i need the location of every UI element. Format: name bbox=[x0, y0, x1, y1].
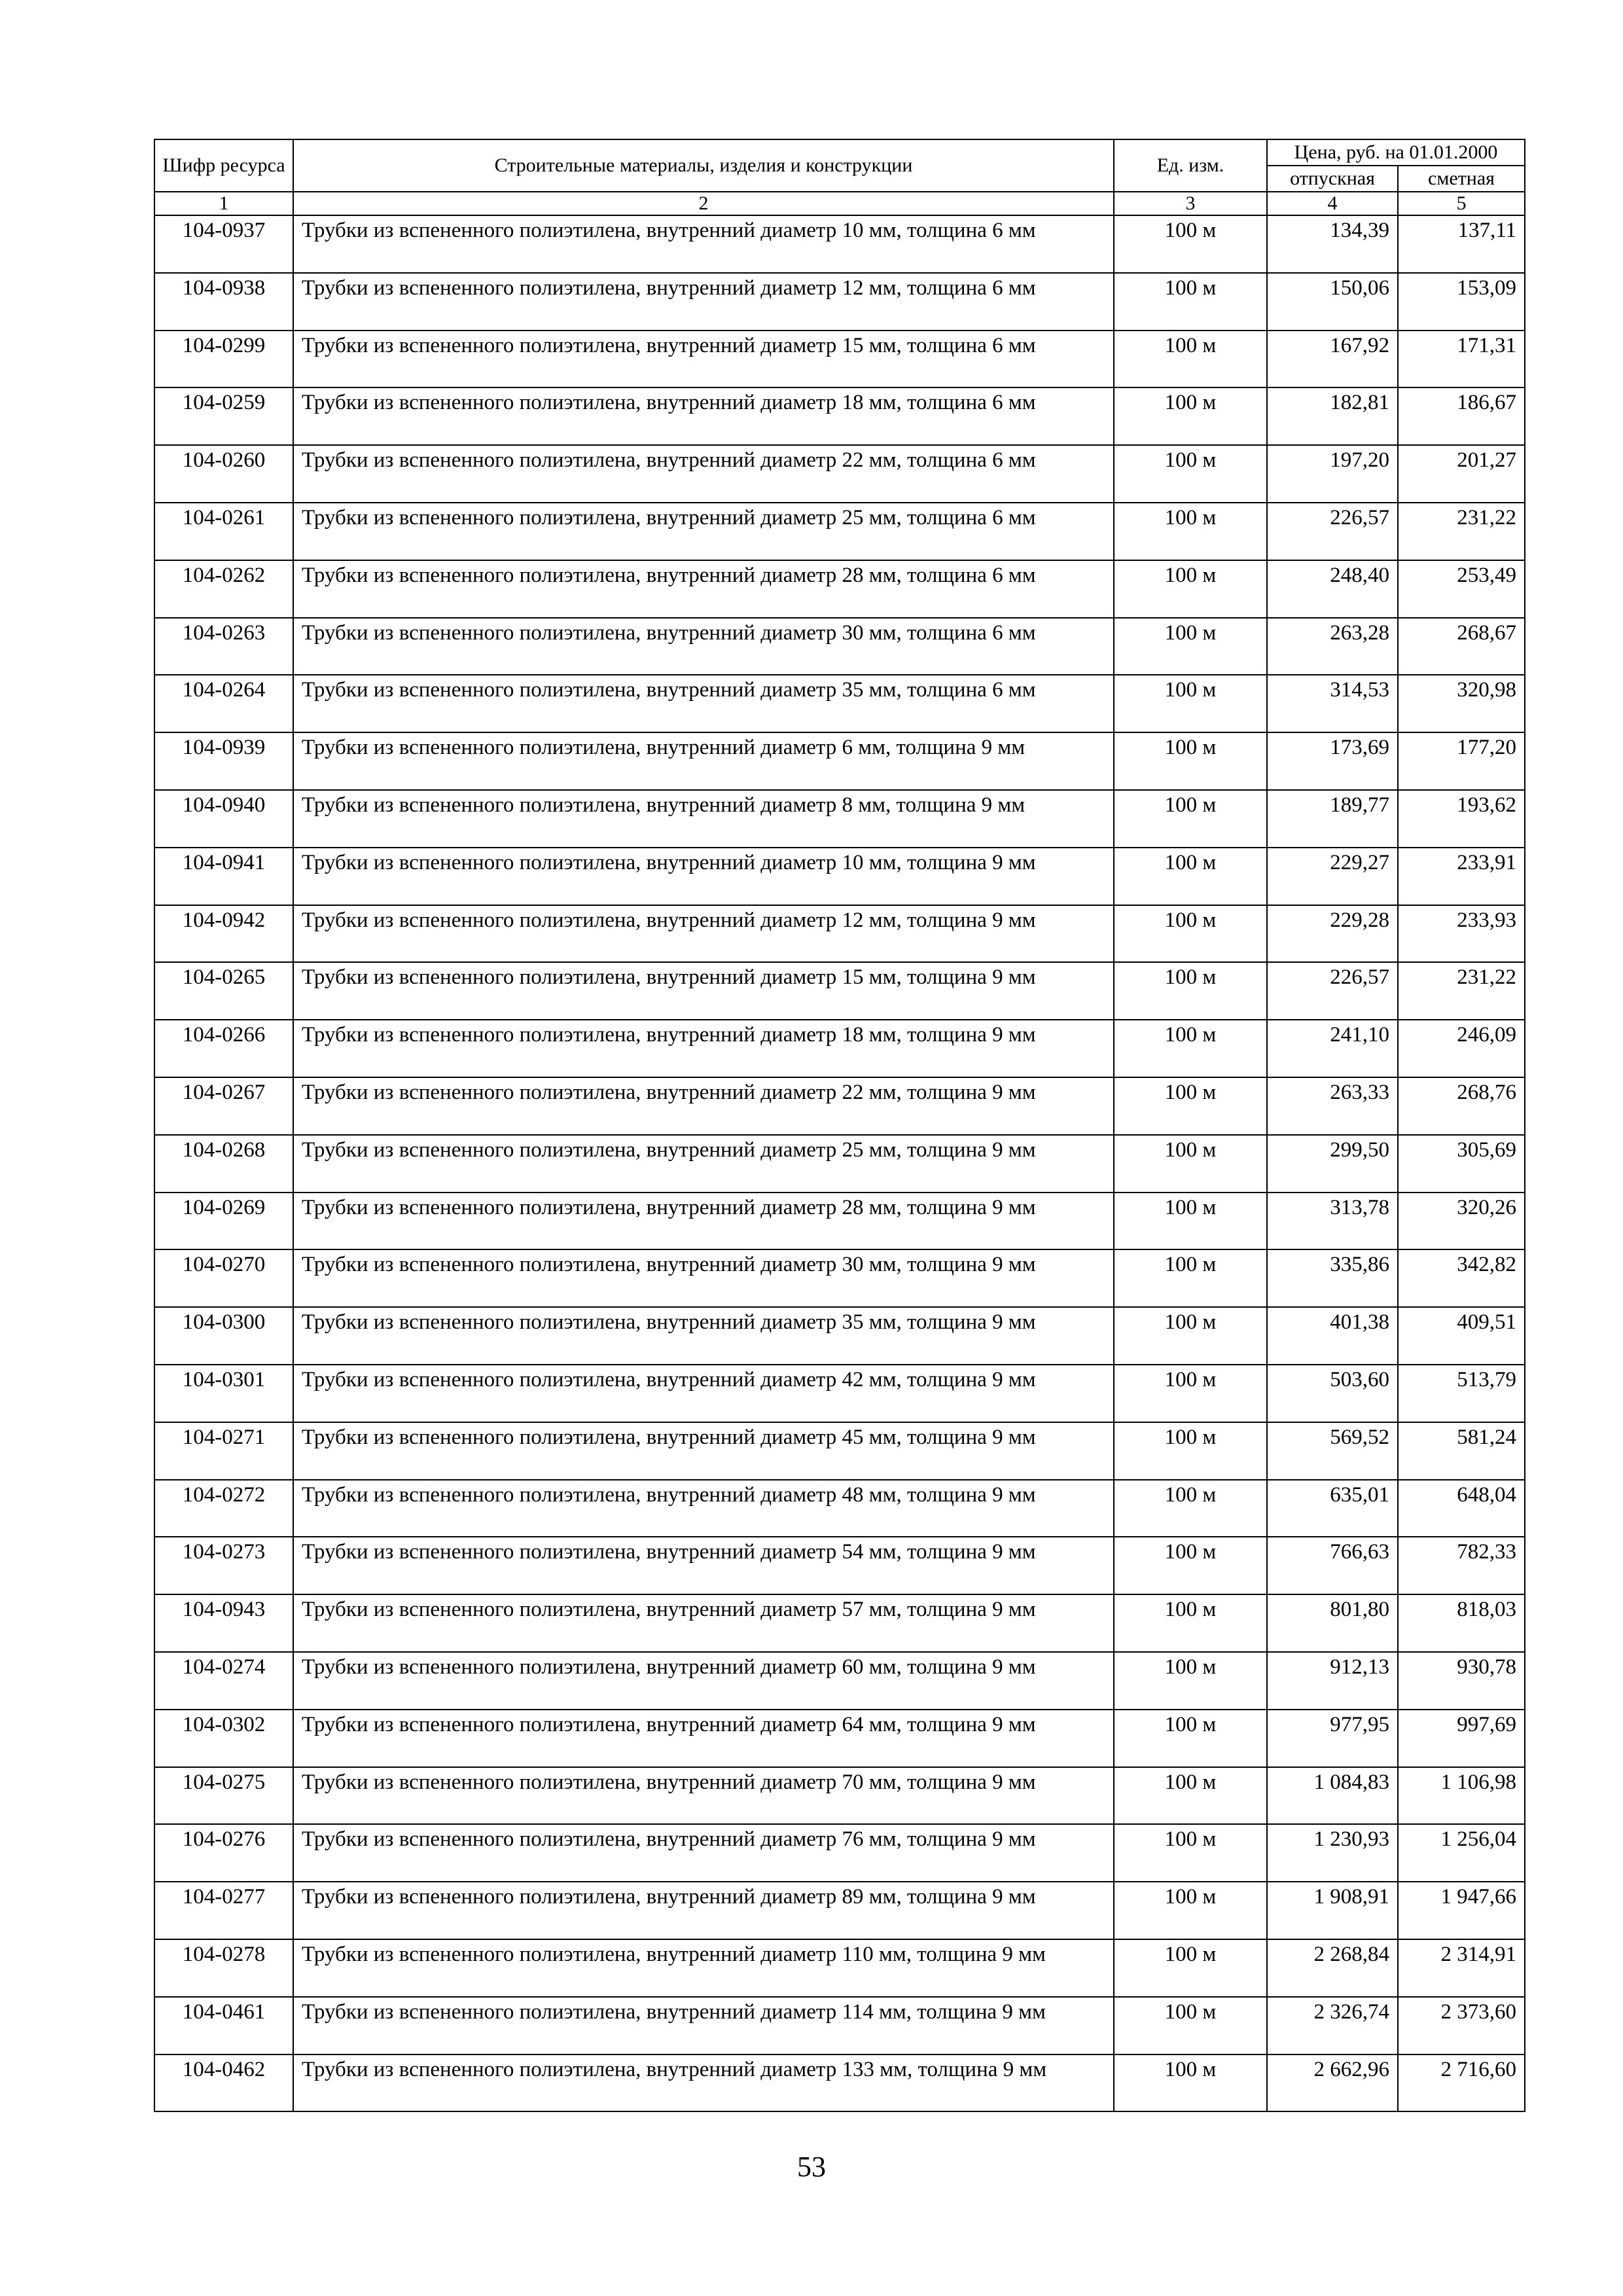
release-price: 263,33 bbox=[1267, 1077, 1398, 1135]
release-price: 248,40 bbox=[1267, 560, 1398, 618]
resource-code: 104-0277 bbox=[154, 1882, 293, 1939]
unit-of-measure: 100 м bbox=[1114, 331, 1267, 388]
estimate-price: 171,31 bbox=[1398, 331, 1525, 388]
material-name: Трубки из вспененного полиэтилена, внутренний диаметр 15 мм, толщина 6 мм bbox=[293, 331, 1114, 388]
material-name: Трубки из вспененного полиэтилена, внутренний диаметр 45 мм, толщина 9 мм bbox=[293, 1422, 1114, 1480]
unit-of-measure: 100 м bbox=[1114, 503, 1267, 560]
unit-of-measure: 100 м bbox=[1114, 675, 1267, 732]
resource-code: 104-0940 bbox=[154, 790, 293, 848]
resource-code: 104-0260 bbox=[154, 445, 293, 503]
material-name: Трубки из вспененного полиэтилена, внутренний диаметр 30 мм, толщина 6 мм bbox=[293, 618, 1114, 675]
table-row bbox=[154, 1939, 1525, 1997]
material-name: Трубки из вспененного полиэтилена, внутренний диаметр 110 мм, толщина 9 мм bbox=[293, 1939, 1114, 1997]
resource-code: 104-0299 bbox=[154, 331, 293, 388]
estimate-price: 253,49 bbox=[1398, 560, 1525, 618]
header-name: Строительные материалы, изделия и конструкции bbox=[293, 139, 1114, 192]
table-row bbox=[154, 1882, 1525, 1939]
unit-of-measure: 100 м bbox=[1114, 1307, 1267, 1365]
unit-of-measure: 100 м bbox=[1114, 1594, 1267, 1652]
unit-of-measure: 100 м bbox=[1114, 790, 1267, 848]
table-row bbox=[154, 1422, 1525, 1480]
material-name: Трубки из вспененного полиэтилена, внутренний диаметр 10 мм, толщина 6 мм bbox=[293, 215, 1114, 273]
release-price: 241,10 bbox=[1267, 1020, 1398, 1077]
estimate-price: 231,22 bbox=[1398, 962, 1525, 1020]
resource-code: 104-0269 bbox=[154, 1193, 293, 1250]
release-price: 2 662,96 bbox=[1267, 2054, 1398, 2112]
unit-of-measure: 100 м bbox=[1114, 1824, 1267, 1882]
table-row bbox=[154, 2054, 1525, 2112]
table-row bbox=[154, 273, 1525, 331]
header-code: Шифр ресурса bbox=[154, 139, 293, 192]
estimate-price: 305,69 bbox=[1398, 1135, 1525, 1193]
estimate-price: 137,11 bbox=[1398, 215, 1525, 273]
material-name: Трубки из вспененного полиэтилена, внутренний диаметр 6 мм, толщина 9 мм bbox=[293, 732, 1114, 790]
release-price: 197,20 bbox=[1267, 445, 1398, 503]
table-row bbox=[154, 1767, 1525, 1825]
header-unit: Ед. изм. bbox=[1114, 139, 1267, 192]
material-name: Трубки из вспененного полиэтилена, внутренний диаметр 64 мм, толщина 9 мм bbox=[293, 1710, 1114, 1767]
unit-of-measure: 100 м bbox=[1114, 1997, 1267, 2054]
table-row bbox=[154, 331, 1525, 388]
column-number: 4 bbox=[1267, 192, 1398, 215]
resource-code: 104-0274 bbox=[154, 1652, 293, 1710]
table-row bbox=[154, 1997, 1525, 2054]
release-price: 401,38 bbox=[1267, 1307, 1398, 1365]
estimate-price: 1 106,98 bbox=[1398, 1767, 1525, 1825]
material-name: Трубки из вспененного полиэтилена, внутренний диаметр 35 мм, толщина 9 мм bbox=[293, 1307, 1114, 1365]
table-row bbox=[154, 1480, 1525, 1537]
estimate-price: 782,33 bbox=[1398, 1537, 1525, 1594]
release-price: 912,13 bbox=[1267, 1652, 1398, 1710]
estimate-price: 648,04 bbox=[1398, 1480, 1525, 1537]
material-name: Трубки из вспененного полиэтилена, внутренний диаметр 12 мм, толщина 9 мм bbox=[293, 905, 1114, 963]
resource-code: 104-0275 bbox=[154, 1767, 293, 1825]
unit-of-measure: 100 м bbox=[1114, 848, 1267, 905]
unit-of-measure: 100 м bbox=[1114, 962, 1267, 1020]
material-name: Трубки из вспененного полиэтилена, внутренний диаметр 18 мм, толщина 9 мм bbox=[293, 1020, 1114, 1077]
release-price: 226,57 bbox=[1267, 962, 1398, 1020]
estimate-price: 997,69 bbox=[1398, 1710, 1525, 1767]
release-price: 977,95 bbox=[1267, 1710, 1398, 1767]
estimate-price: 193,62 bbox=[1398, 790, 1525, 848]
release-price: 229,27 bbox=[1267, 848, 1398, 905]
resource-code: 104-0263 bbox=[154, 618, 293, 675]
table-row bbox=[154, 215, 1525, 273]
unit-of-measure: 100 м bbox=[1114, 2054, 1267, 2112]
release-price: 229,28 bbox=[1267, 905, 1398, 963]
material-name: Трубки из вспененного полиэтилена, внутренний диаметр 28 мм, толщина 9 мм bbox=[293, 1193, 1114, 1250]
column-number: 2 bbox=[293, 192, 1114, 215]
unit-of-measure: 100 м bbox=[1114, 445, 1267, 503]
unit-of-measure: 100 м bbox=[1114, 1249, 1267, 1307]
estimate-price: 268,67 bbox=[1398, 618, 1525, 675]
estimate-price: 320,26 bbox=[1398, 1193, 1525, 1250]
estimate-price: 342,82 bbox=[1398, 1249, 1525, 1307]
unit-of-measure: 100 м bbox=[1114, 1365, 1267, 1422]
release-price: 150,06 bbox=[1267, 273, 1398, 331]
table-row bbox=[154, 1307, 1525, 1365]
unit-of-measure: 100 м bbox=[1114, 732, 1267, 790]
unit-of-measure: 100 м bbox=[1114, 1480, 1267, 1537]
release-price: 167,92 bbox=[1267, 331, 1398, 388]
unit-of-measure: 100 м bbox=[1114, 215, 1267, 273]
table-row bbox=[154, 1193, 1525, 1250]
estimate-price: 186,67 bbox=[1398, 387, 1525, 445]
table-row bbox=[154, 1249, 1525, 1307]
release-price: 503,60 bbox=[1267, 1365, 1398, 1422]
material-name: Трубки из вспененного полиэтилена, внутренний диаметр 22 мм, толщина 6 мм bbox=[293, 445, 1114, 503]
table-row bbox=[154, 618, 1525, 675]
table-row bbox=[154, 1652, 1525, 1710]
resource-code: 104-0261 bbox=[154, 503, 293, 560]
estimate-price: 2 373,60 bbox=[1398, 1997, 1525, 2054]
header-estimate-price: сметная bbox=[1398, 166, 1525, 192]
estimate-price: 153,09 bbox=[1398, 273, 1525, 331]
resource-code: 104-0300 bbox=[154, 1307, 293, 1365]
table-row bbox=[154, 1824, 1525, 1882]
table-row bbox=[154, 387, 1525, 445]
material-name: Трубки из вспененного полиэтилена, внутренний диаметр 35 мм, толщина 6 мм bbox=[293, 675, 1114, 732]
material-name: Трубки из вспененного полиэтилена, внутренний диаметр 15 мм, толщина 9 мм bbox=[293, 962, 1114, 1020]
resource-code: 104-0273 bbox=[154, 1537, 293, 1594]
release-price: 299,50 bbox=[1267, 1135, 1398, 1193]
page-number: 53 bbox=[797, 2151, 826, 2183]
release-price: 2 268,84 bbox=[1267, 1939, 1398, 1997]
estimate-price: 233,93 bbox=[1398, 905, 1525, 963]
unit-of-measure: 100 м bbox=[1114, 1652, 1267, 1710]
material-name: Трубки из вспененного полиэтилена, внутренний диаметр 89 мм, толщина 9 мм bbox=[293, 1882, 1114, 1939]
table-row bbox=[154, 1537, 1525, 1594]
price-table bbox=[154, 139, 1525, 2112]
resource-code: 104-0271 bbox=[154, 1422, 293, 1480]
release-price: 569,52 bbox=[1267, 1422, 1398, 1480]
estimate-price: 320,98 bbox=[1398, 675, 1525, 732]
table-row bbox=[154, 1135, 1525, 1193]
table-body bbox=[154, 215, 1525, 2111]
resource-code: 104-0276 bbox=[154, 1824, 293, 1882]
estimate-price: 513,79 bbox=[1398, 1365, 1525, 1422]
material-name: Трубки из вспененного полиэтилена, внутренний диаметр 25 мм, толщина 9 мм bbox=[293, 1135, 1114, 1193]
release-price: 189,77 bbox=[1267, 790, 1398, 848]
release-price: 335,86 bbox=[1267, 1249, 1398, 1307]
material-name: Трубки из вспененного полиэтилена, внутренний диаметр 114 мм, толщина 9 мм bbox=[293, 1997, 1114, 2054]
unit-of-measure: 100 м bbox=[1114, 1710, 1267, 1767]
unit-of-measure: 100 м bbox=[1114, 1537, 1267, 1594]
material-name: Трубки из вспененного полиэтилена, внутренний диаметр 25 мм, толщина 6 мм bbox=[293, 503, 1114, 560]
unit-of-measure: 100 м bbox=[1114, 1767, 1267, 1825]
material-name: Трубки из вспененного полиэтилена, внутренний диаметр 8 мм, толщина 9 мм bbox=[293, 790, 1114, 848]
resource-code: 104-0264 bbox=[154, 675, 293, 732]
resource-code: 104-0266 bbox=[154, 1020, 293, 1077]
resource-code: 104-0262 bbox=[154, 560, 293, 618]
table-header bbox=[154, 139, 1525, 215]
release-price: 635,01 bbox=[1267, 1480, 1398, 1537]
estimate-price: 231,22 bbox=[1398, 503, 1525, 560]
material-name: Трубки из вспененного полиэтилена, внутренний диаметр 57 мм, толщина 9 мм bbox=[293, 1594, 1114, 1652]
release-price: 182,81 bbox=[1267, 387, 1398, 445]
release-price: 313,78 bbox=[1267, 1193, 1398, 1250]
unit-of-measure: 100 м bbox=[1114, 1193, 1267, 1250]
unit-of-measure: 100 м bbox=[1114, 387, 1267, 445]
estimate-price: 233,91 bbox=[1398, 848, 1525, 905]
estimate-price: 2 314,91 bbox=[1398, 1939, 1525, 1997]
unit-of-measure: 100 м bbox=[1114, 1882, 1267, 1939]
unit-of-measure: 100 м bbox=[1114, 1939, 1267, 1997]
estimate-price: 818,03 bbox=[1398, 1594, 1525, 1652]
table-row bbox=[154, 1077, 1525, 1135]
table-row bbox=[154, 1710, 1525, 1767]
resource-code: 104-0302 bbox=[154, 1710, 293, 1767]
material-name: Трубки из вспененного полиэтилена, внутренний диаметр 30 мм, толщина 9 мм bbox=[293, 1249, 1114, 1307]
resource-code: 104-0941 bbox=[154, 848, 293, 905]
unit-of-measure: 100 м bbox=[1114, 905, 1267, 963]
estimate-price: 246,09 bbox=[1398, 1020, 1525, 1077]
material-name: Трубки из вспененного полиэтилена, внутренний диаметр 70 мм, толщина 9 мм bbox=[293, 1767, 1114, 1825]
table-row bbox=[154, 445, 1525, 503]
table-row bbox=[154, 560, 1525, 618]
material-name: Трубки из вспененного полиэтилена, внутренний диаметр 133 мм, толщина 9 мм bbox=[293, 2054, 1114, 2112]
resource-code: 104-0943 bbox=[154, 1594, 293, 1652]
resource-code: 104-0462 bbox=[154, 2054, 293, 2112]
table-row bbox=[154, 790, 1525, 848]
unit-of-measure: 100 м bbox=[1114, 1422, 1267, 1480]
material-name: Трубки из вспененного полиэтилена, внутренний диаметр 12 мм, толщина 6 мм bbox=[293, 273, 1114, 331]
table-row bbox=[154, 1594, 1525, 1652]
release-price: 2 326,74 bbox=[1267, 1997, 1398, 2054]
material-name: Трубки из вспененного полиэтилена, внутренний диаметр 48 мм, толщина 9 мм bbox=[293, 1480, 1114, 1537]
release-price: 134,39 bbox=[1267, 215, 1398, 273]
resource-code: 104-0267 bbox=[154, 1077, 293, 1135]
resource-code: 104-0942 bbox=[154, 905, 293, 963]
resource-code: 104-0301 bbox=[154, 1365, 293, 1422]
estimate-price: 930,78 bbox=[1398, 1652, 1525, 1710]
release-price: 226,57 bbox=[1267, 503, 1398, 560]
estimate-price: 177,20 bbox=[1398, 732, 1525, 790]
table-row bbox=[154, 675, 1525, 732]
column-number: 5 bbox=[1398, 192, 1525, 215]
resource-code: 104-0270 bbox=[154, 1249, 293, 1307]
release-price: 173,69 bbox=[1267, 732, 1398, 790]
unit-of-measure: 100 м bbox=[1114, 560, 1267, 618]
resource-code: 104-0272 bbox=[154, 1480, 293, 1537]
unit-of-measure: 100 м bbox=[1114, 1135, 1267, 1193]
release-price: 766,63 bbox=[1267, 1537, 1398, 1594]
estimate-price: 268,76 bbox=[1398, 1077, 1525, 1135]
table-row bbox=[154, 503, 1525, 560]
resource-code: 104-0268 bbox=[154, 1135, 293, 1193]
unit-of-measure: 100 м bbox=[1114, 273, 1267, 331]
material-name: Трубки из вспененного полиэтилена, внутренний диаметр 54 мм, толщина 9 мм bbox=[293, 1537, 1114, 1594]
header-price: Цена, руб. на 01.01.2000 bbox=[1267, 139, 1525, 166]
table-row bbox=[154, 1365, 1525, 1422]
estimate-price: 581,24 bbox=[1398, 1422, 1525, 1480]
column-number: 3 bbox=[1114, 192, 1267, 215]
unit-of-measure: 100 м bbox=[1114, 1077, 1267, 1135]
resource-code: 104-0938 bbox=[154, 273, 293, 331]
table-row bbox=[154, 732, 1525, 790]
resource-code: 104-0937 bbox=[154, 215, 293, 273]
table-row bbox=[154, 905, 1525, 963]
material-name: Трубки из вспененного полиэтилена, внутренний диаметр 76 мм, толщина 9 мм bbox=[293, 1824, 1114, 1882]
estimate-price: 2 716,60 bbox=[1398, 2054, 1525, 2112]
release-price: 1 230,93 bbox=[1267, 1824, 1398, 1882]
release-price: 263,28 bbox=[1267, 618, 1398, 675]
release-price: 314,53 bbox=[1267, 675, 1398, 732]
resource-code: 104-0939 bbox=[154, 732, 293, 790]
material-name: Трубки из вспененного полиэтилена, внутренний диаметр 42 мм, толщина 9 мм bbox=[293, 1365, 1114, 1422]
unit-of-measure: 100 м bbox=[1114, 618, 1267, 675]
material-name: Трубки из вспененного полиэтилена, внутренний диаметр 18 мм, толщина 6 мм bbox=[293, 387, 1114, 445]
header-release-price: отпускная bbox=[1267, 166, 1398, 192]
unit-of-measure: 100 м bbox=[1114, 1020, 1267, 1077]
estimate-price: 201,27 bbox=[1398, 445, 1525, 503]
resource-code: 104-0259 bbox=[154, 387, 293, 445]
estimate-price: 1 947,66 bbox=[1398, 1882, 1525, 1939]
release-price: 1 908,91 bbox=[1267, 1882, 1398, 1939]
material-name: Трубки из вспененного полиэтилена, внутренний диаметр 10 мм, толщина 9 мм bbox=[293, 848, 1114, 905]
resource-code: 104-0265 bbox=[154, 962, 293, 1020]
material-name: Трубки из вспененного полиэтилена, внутренний диаметр 60 мм, толщина 9 мм bbox=[293, 1652, 1114, 1710]
release-price: 1 084,83 bbox=[1267, 1767, 1398, 1825]
estimate-price: 1 256,04 bbox=[1398, 1824, 1525, 1882]
estimate-price: 409,51 bbox=[1398, 1307, 1525, 1365]
table-row bbox=[154, 1020, 1525, 1077]
table-row bbox=[154, 848, 1525, 905]
column-number: 1 bbox=[154, 192, 293, 215]
resource-code: 104-0278 bbox=[154, 1939, 293, 1997]
release-price: 801,80 bbox=[1267, 1594, 1398, 1652]
table-row bbox=[154, 962, 1525, 1020]
material-name: Трубки из вспененного полиэтилена, внутренний диаметр 28 мм, толщина 6 мм bbox=[293, 560, 1114, 618]
material-name: Трубки из вспененного полиэтилена, внутренний диаметр 22 мм, толщина 9 мм bbox=[293, 1077, 1114, 1135]
resource-code: 104-0461 bbox=[154, 1997, 293, 2054]
